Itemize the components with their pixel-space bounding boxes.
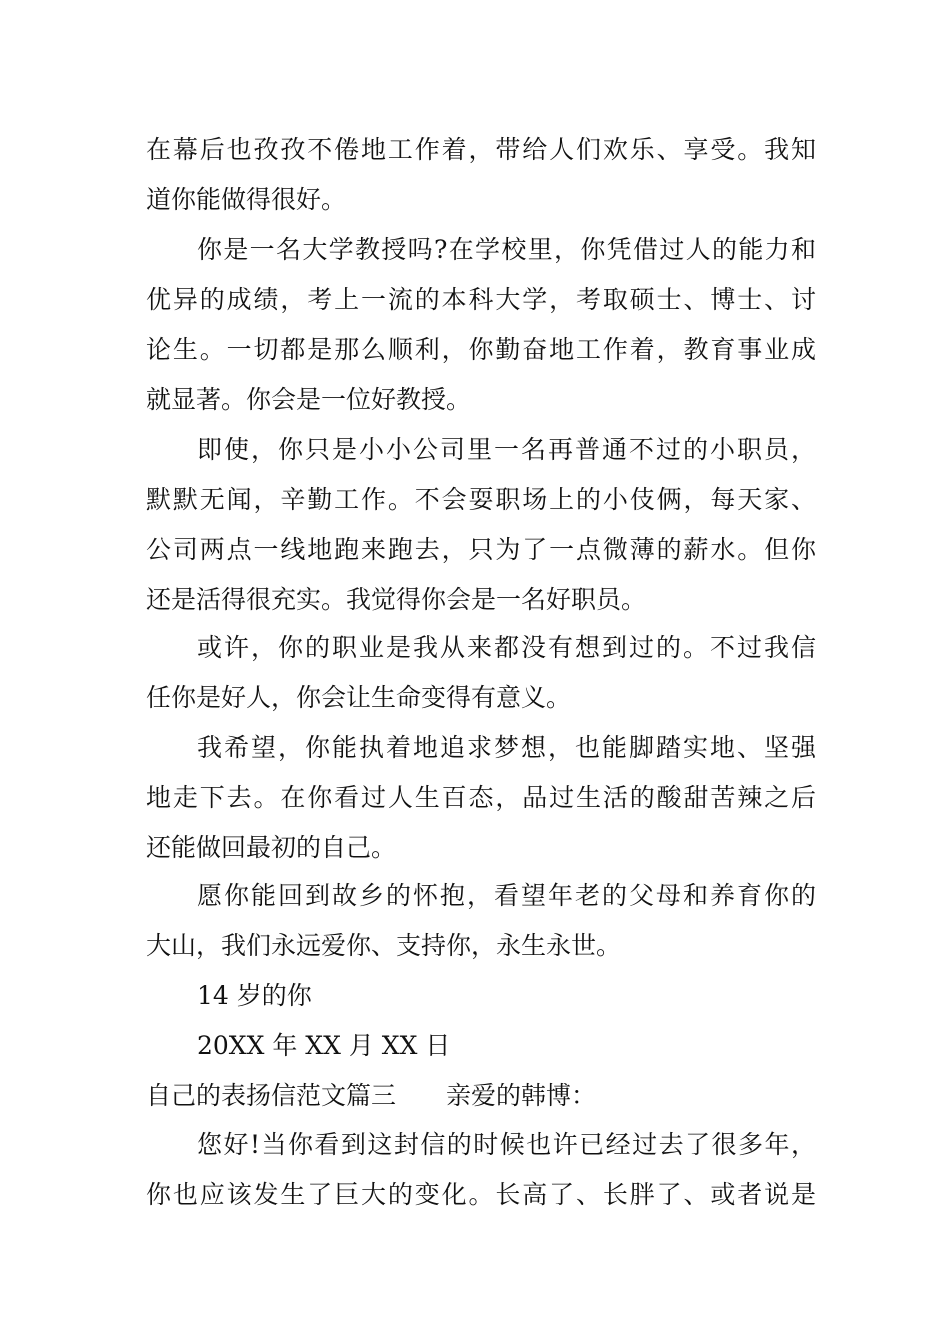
paragraph-line: 你也应该发生了巨大的变化。长高了、长胖了、或者说是 bbox=[146, 1180, 816, 1209]
paragraph-line: 论生。一切都是那么顺利，你勤奋地工作着，教育事业成 bbox=[146, 335, 816, 364]
paragraph-line: 在幕后也孜孜不倦地工作着，带给人们欢乐、享受。我知 bbox=[146, 135, 816, 164]
paragraph-line: 我希望，你能执着地追求梦想，也能脚踏实地、坚强 bbox=[197, 733, 816, 762]
paragraph-line: 你是一名大学教授吗?在学校里，你凭借过人的能力和 bbox=[197, 235, 816, 264]
paragraph-line: 还能做回最初的自己。 bbox=[146, 833, 397, 862]
paragraph-line: 愿你能回到故乡的怀抱，看望年老的父母和养育你的 bbox=[197, 881, 816, 910]
paragraph-line: 公司两点一线地跑来跑去，只为了一点微薄的薪水。但你 bbox=[146, 535, 816, 564]
section-title: 自己的表扬信范文篇三 bbox=[146, 1081, 397, 1110]
paragraph-line: 或许，你的职业是我从来都没有想到过的。不过我信 bbox=[197, 633, 816, 662]
paragraph-line: 优异的成绩，考上一流的本科大学，考取硕士、博士、讨 bbox=[146, 285, 816, 314]
signature: 14 岁的你 bbox=[197, 981, 312, 1010]
paragraph-line: 大山，我们永远爱你、支持你，永生永世。 bbox=[146, 931, 622, 960]
paragraph-line: 您好!当你看到这封信的时候也许已经过去了很多年， bbox=[197, 1130, 816, 1159]
paragraph-line: 地走下去。在你看过人生百态，品过生活的酸甜苦辣之后 bbox=[146, 783, 816, 812]
date: 20XX 年 XX 月 XX 日 bbox=[197, 1031, 451, 1060]
paragraph-line: 任你是好人，你会让生命变得有意义。 bbox=[146, 683, 572, 712]
salutation: 亲爱的韩博： bbox=[446, 1081, 597, 1110]
section-heading-line bbox=[146, 1076, 816, 1116]
paragraph-line: 还是活得很充实。我觉得你会是一名好职员。 bbox=[146, 585, 647, 614]
paragraph-line: 即使，你只是小小公司里一名再普通不过的小职员， bbox=[197, 435, 816, 464]
paragraph-line: 默默无闻，辛勤工作。不会耍职场上的小伎俩，每天家、 bbox=[146, 485, 816, 514]
paragraph-line: 道你能做得很好。 bbox=[146, 185, 347, 214]
paragraph-line: 就显著。你会是一位好教授。 bbox=[146, 385, 472, 414]
